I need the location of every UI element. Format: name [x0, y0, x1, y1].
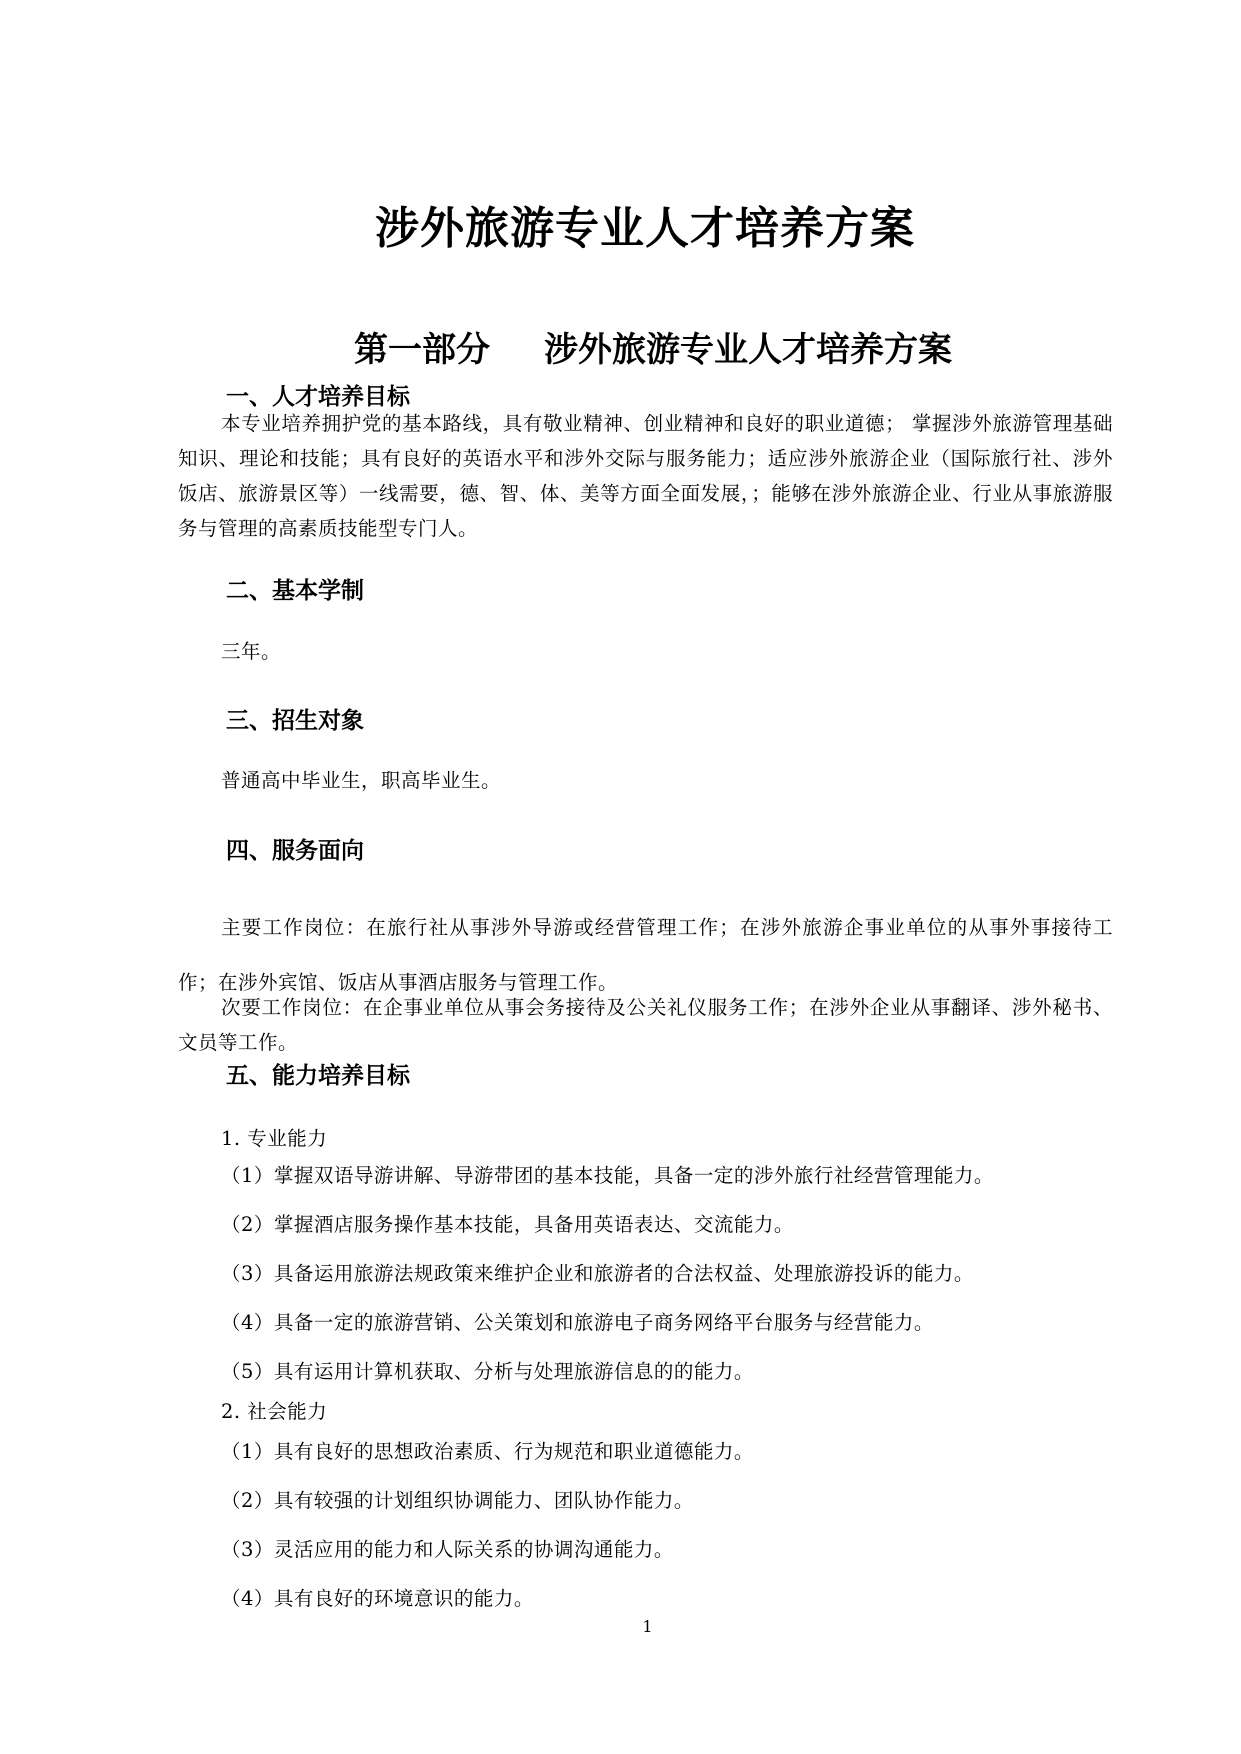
- section-3-text: 普通高中毕业生，职高毕业生。: [221, 769, 502, 792]
- professional-item-2: （2）掌握酒店服务操作基本技能，具备用英语表达、交流能力。: [221, 1213, 794, 1236]
- professional-item-3: （3）具备运用旅游法规政策来维护企业和旅游者的合法权益、处理旅游投诉的能力。: [221, 1262, 974, 1285]
- professional-item-4: （4）具备一定的旅游营销、公关策划和旅游电子商务网络平台服务与经营能力。: [221, 1311, 934, 1334]
- professional-item-1: （1）掌握双语导游讲解、导游带团的基本技能，具备一定的涉外旅行社经营管理能力。: [221, 1164, 994, 1187]
- social-item-2: （2）具有较强的计划组织协调能力、团队协作能力。: [221, 1489, 694, 1512]
- section-2-heading: 二、基本学制: [226, 578, 364, 604]
- section-5-heading: 五、能力培养目标: [226, 1063, 410, 1089]
- professional-item-5: （5）具有运用计算机获取、分析与处理旅游信息的的能力。: [221, 1360, 754, 1383]
- social-item-4: （4）具有良好的环境意识的能力。: [221, 1587, 534, 1610]
- section-4-secondary: 次要工作岗位：在企事业单位从事会务接待及公关礼仪服务工作；在涉外企业从事翻译、涉外秘书、文员等工作。: [178, 996, 1113, 1054]
- section-4-primary: 主要工作岗位：在旅行社从事涉外导游或经营管理工作；在涉外旅游企事业单位的从事外事接待工作；在涉外宾馆、饭店从事酒店服务与管理工作。: [178, 916, 1113, 994]
- section-2-text: 三年。: [221, 640, 282, 663]
- part-title: 涉外旅游专业人才培养方案: [544, 330, 952, 370]
- section-1-heading: 一、人才培养目标: [226, 384, 410, 410]
- section-4-heading: 四、服务面向: [226, 838, 364, 864]
- social-item-3: （3）灵活应用的能力和人际关系的协调沟通能力。: [221, 1538, 674, 1561]
- professional-ability-label: 1. 专业能力: [221, 1127, 328, 1150]
- part-heading: [354, 322, 952, 371]
- page-number: 1: [642, 1617, 653, 1636]
- social-item-1: （1）具有良好的思想政治素质、行为规范和职业道德能力。: [221, 1440, 754, 1463]
- document-title: 涉外旅游专业人才培养方案: [375, 203, 915, 254]
- part-label: 第一部分: [354, 330, 490, 370]
- section-3-heading: 三、招生对象: [226, 708, 364, 734]
- section-1-paragraph: 本专业培养拥护党的基本路线，具有敬业精神、创业精神和良好的职业道德； 掌握涉外旅游管理基础知识、理论和技能；具有良好的英语水平和涉外交际与服务能力；适应涉外旅游企业（国际旅行社、涉外饭店、旅游景区等）一线需要，德、智、体、美等方面全面发展，；能够在涉外旅游企业、行业从事旅游服务与管理的高素质技能型专门人。: [178, 412, 1113, 540]
- social-ability-label: 2. 社会能力: [221, 1400, 328, 1423]
